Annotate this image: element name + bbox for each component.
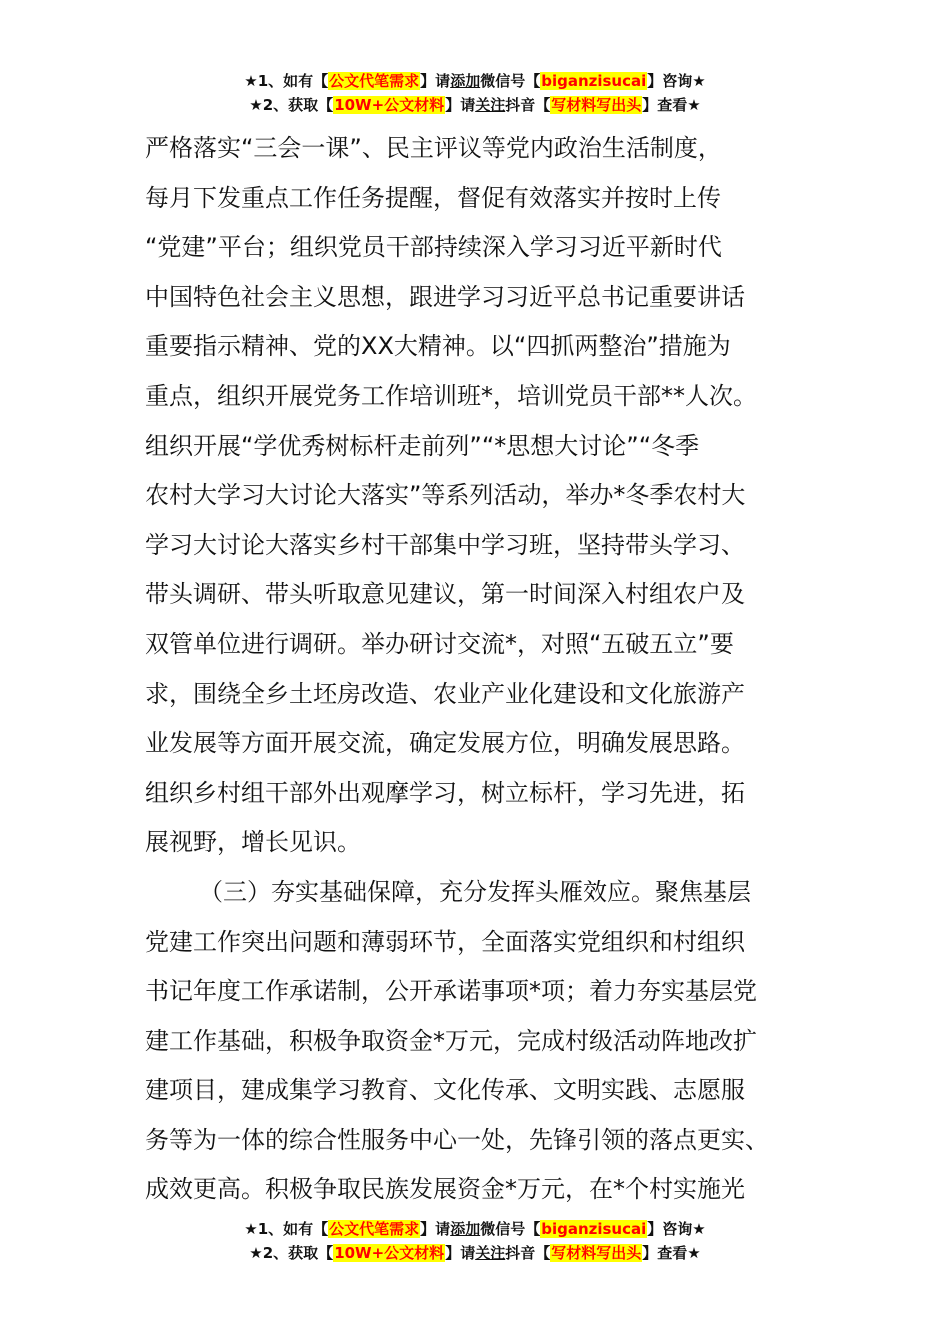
highlight-wechat-id: biganzisucai xyxy=(541,72,647,90)
text-line: 重点，组织开展党务工作培训班*，培训党员干部**人次。 xyxy=(145,381,757,410)
text-line: 双管单位进行调研。举办研讨交流*，对照“五破五立”要 xyxy=(145,629,734,658)
text-line: 中国特色社会主义思想，跟进学习习近平总书记重要讲话 xyxy=(145,282,745,311)
highlight-materials: 10W+公文材料 xyxy=(334,96,445,114)
highlight-materials: 10W+公文材料 xyxy=(334,1244,445,1262)
highlight-douyin: 写材料写出头 xyxy=(551,96,642,114)
text-line: 农村大学习大讨论大落实”等系列活动，举办*冬季农村大 xyxy=(145,481,746,510)
banner-line-2: ★2、获取【10W+公文材料】请关注抖音【写材料写出头】查看★ xyxy=(249,1244,701,1262)
text-line: 重要指示精神、党的XX大精神。以“四抓两整治”措施为 xyxy=(145,332,731,361)
text-line: 组织乡村组干部外出观摩学习，树立标杆，学习先进，拓 xyxy=(145,778,745,807)
banner-line-1: ★1、如有【公文代笔需求】请添加微信号【biganzisucai】咨询★ xyxy=(244,72,706,90)
document-body xyxy=(145,124,805,1215)
footer-banner xyxy=(0,1218,950,1266)
text-line: 业发展等方面开展交流，确定发展方位，明确发展思路。 xyxy=(145,729,745,758)
text-line: 严格落实“三会一课”、民主评议等党内政治生活制度， xyxy=(145,134,722,162)
text-line: 务等为一体的综合性服务中心一处，先锋引领的落点更实、 xyxy=(145,1125,769,1154)
banner-line-2: ★2、获取【10W+公文材料】请关注抖音【写材料写出头】查看★ xyxy=(249,96,701,114)
text-line: “党建”平台；组织党员干部持续深入学习习近平新时代 xyxy=(145,233,722,262)
paragraph-1 xyxy=(145,124,805,868)
text-line: 学习大讨论大落实乡村干部集中学习班，坚持带头学习、 xyxy=(145,530,745,559)
text-line: 带头调研、带头听取意见建议，第一时间深入村组农户及 xyxy=(145,580,745,609)
text-line: 党建工作突出问题和薄弱环节，全面落实党组织和村组织 xyxy=(145,927,745,956)
text-line: 建项目，建成集学习教育、文化传承、文明实践、志愿服 xyxy=(145,1076,745,1105)
text-line: 每月下发重点工作任务提醒，督促有效落实并按时上传 xyxy=(145,183,721,212)
paragraph-2 xyxy=(145,868,805,1215)
highlight-service: 公文代笔需求 xyxy=(329,72,420,90)
text-line: 组织开展“学优秀树标杆走前列”“*思想大讨论”“冬季 xyxy=(145,431,700,460)
text-line: 建工作基础，积极争取资金*万元，完成村级活动阵地改扩 xyxy=(145,1026,757,1055)
banner-line-1: ★1、如有【公文代笔需求】请添加微信号【biganzisucai】咨询★ xyxy=(244,1220,706,1238)
header-banner xyxy=(0,70,950,118)
text-line: 展视野，增长见识。 xyxy=(145,828,361,857)
highlight-wechat-id: biganzisucai xyxy=(541,1220,647,1238)
highlight-service: 公文代笔需求 xyxy=(329,1220,420,1238)
text-line: （三）夯实基础保障，充分发挥头雁效应。聚焦基层 xyxy=(199,877,751,906)
highlight-douyin: 写材料写出头 xyxy=(551,1244,642,1262)
text-line: 书记年度工作承诺制，公开承诺事项*项；着力夯实基层党 xyxy=(145,977,757,1006)
text-line: 成效更高。积极争取民族发展资金*万元，在*个村实施光 xyxy=(145,1175,745,1204)
text-line: 求，围绕全乡土坯房改造、农业产业化建设和文化旅游产 xyxy=(145,679,745,708)
